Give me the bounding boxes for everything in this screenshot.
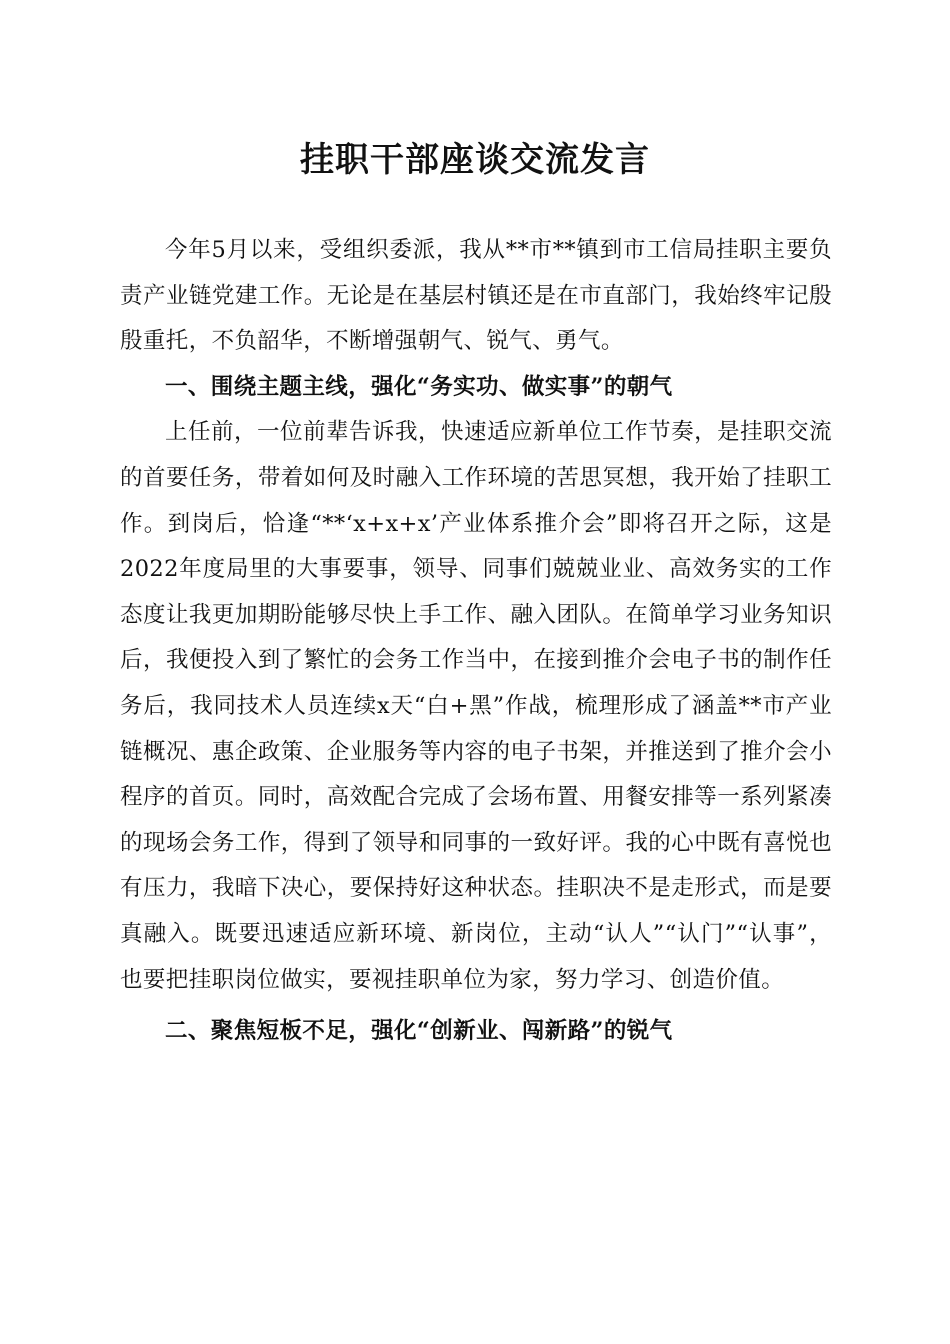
document-title: 挂职干部座谈交流发言 — [300, 140, 650, 180]
section-heading-1: 一、围绕主题主线，强化“务实功、做实事”的朝气 — [165, 373, 673, 400]
document-body — [120, 228, 832, 1055]
intro-paragraph: 今年5月以来，受组织委派，我从**市**镇到市工信局挂职主要负责产业链党建工作。无论是在基层村镇还是在市直部门，我始终牢记殷殷重托，不负韶华，不断增强朝气、锐气、勇气。 — [120, 237, 832, 355]
section-heading-2: 二、聚焦短板不足，强化“创新业、闯新路”的锐气 — [165, 1018, 673, 1045]
section-1-paragraph: 上任前，一位前辈告诉我，快速适应新单位工作节奏，是挂职交流的首要任务，带着如何及时融入工作环境的苦思冥想，我开始了挂职工作。到岗后，恰逢“**‘x+x+x’产业体系推介会”即将召开之际，这是2022年度局里的大事要事，领导、同事们兢兢业业、高效务实的工作态度让我更加期盼能够尽快上手工作、融入团队。在简单学习业务知识后，我便投入到了繁忙的会务工作当中，在接到推介会电子书的制作任务后，我同技术人员连续x天“白+黑”作战，梳理形成了涵盖**市产业链概况、惠企政策、企业服务等内容的电子书架，并推送到了推介会小程序的首页。同时，高效配合完成了会场布置、用餐安排等一系列紧凑的现场会务工作，得到了领导和同事的一致好评。我的心中既有喜悦也有压力，我暗下决心，要保持好这种状态。挂职决不是走形式，而是要真融入。既要迅速适应新环境、新岗位，主动“认人”“认门”“认事”，也要把挂职岗位做实，要视挂职单位为家，努力学习、创造价值。 — [120, 419, 832, 993]
